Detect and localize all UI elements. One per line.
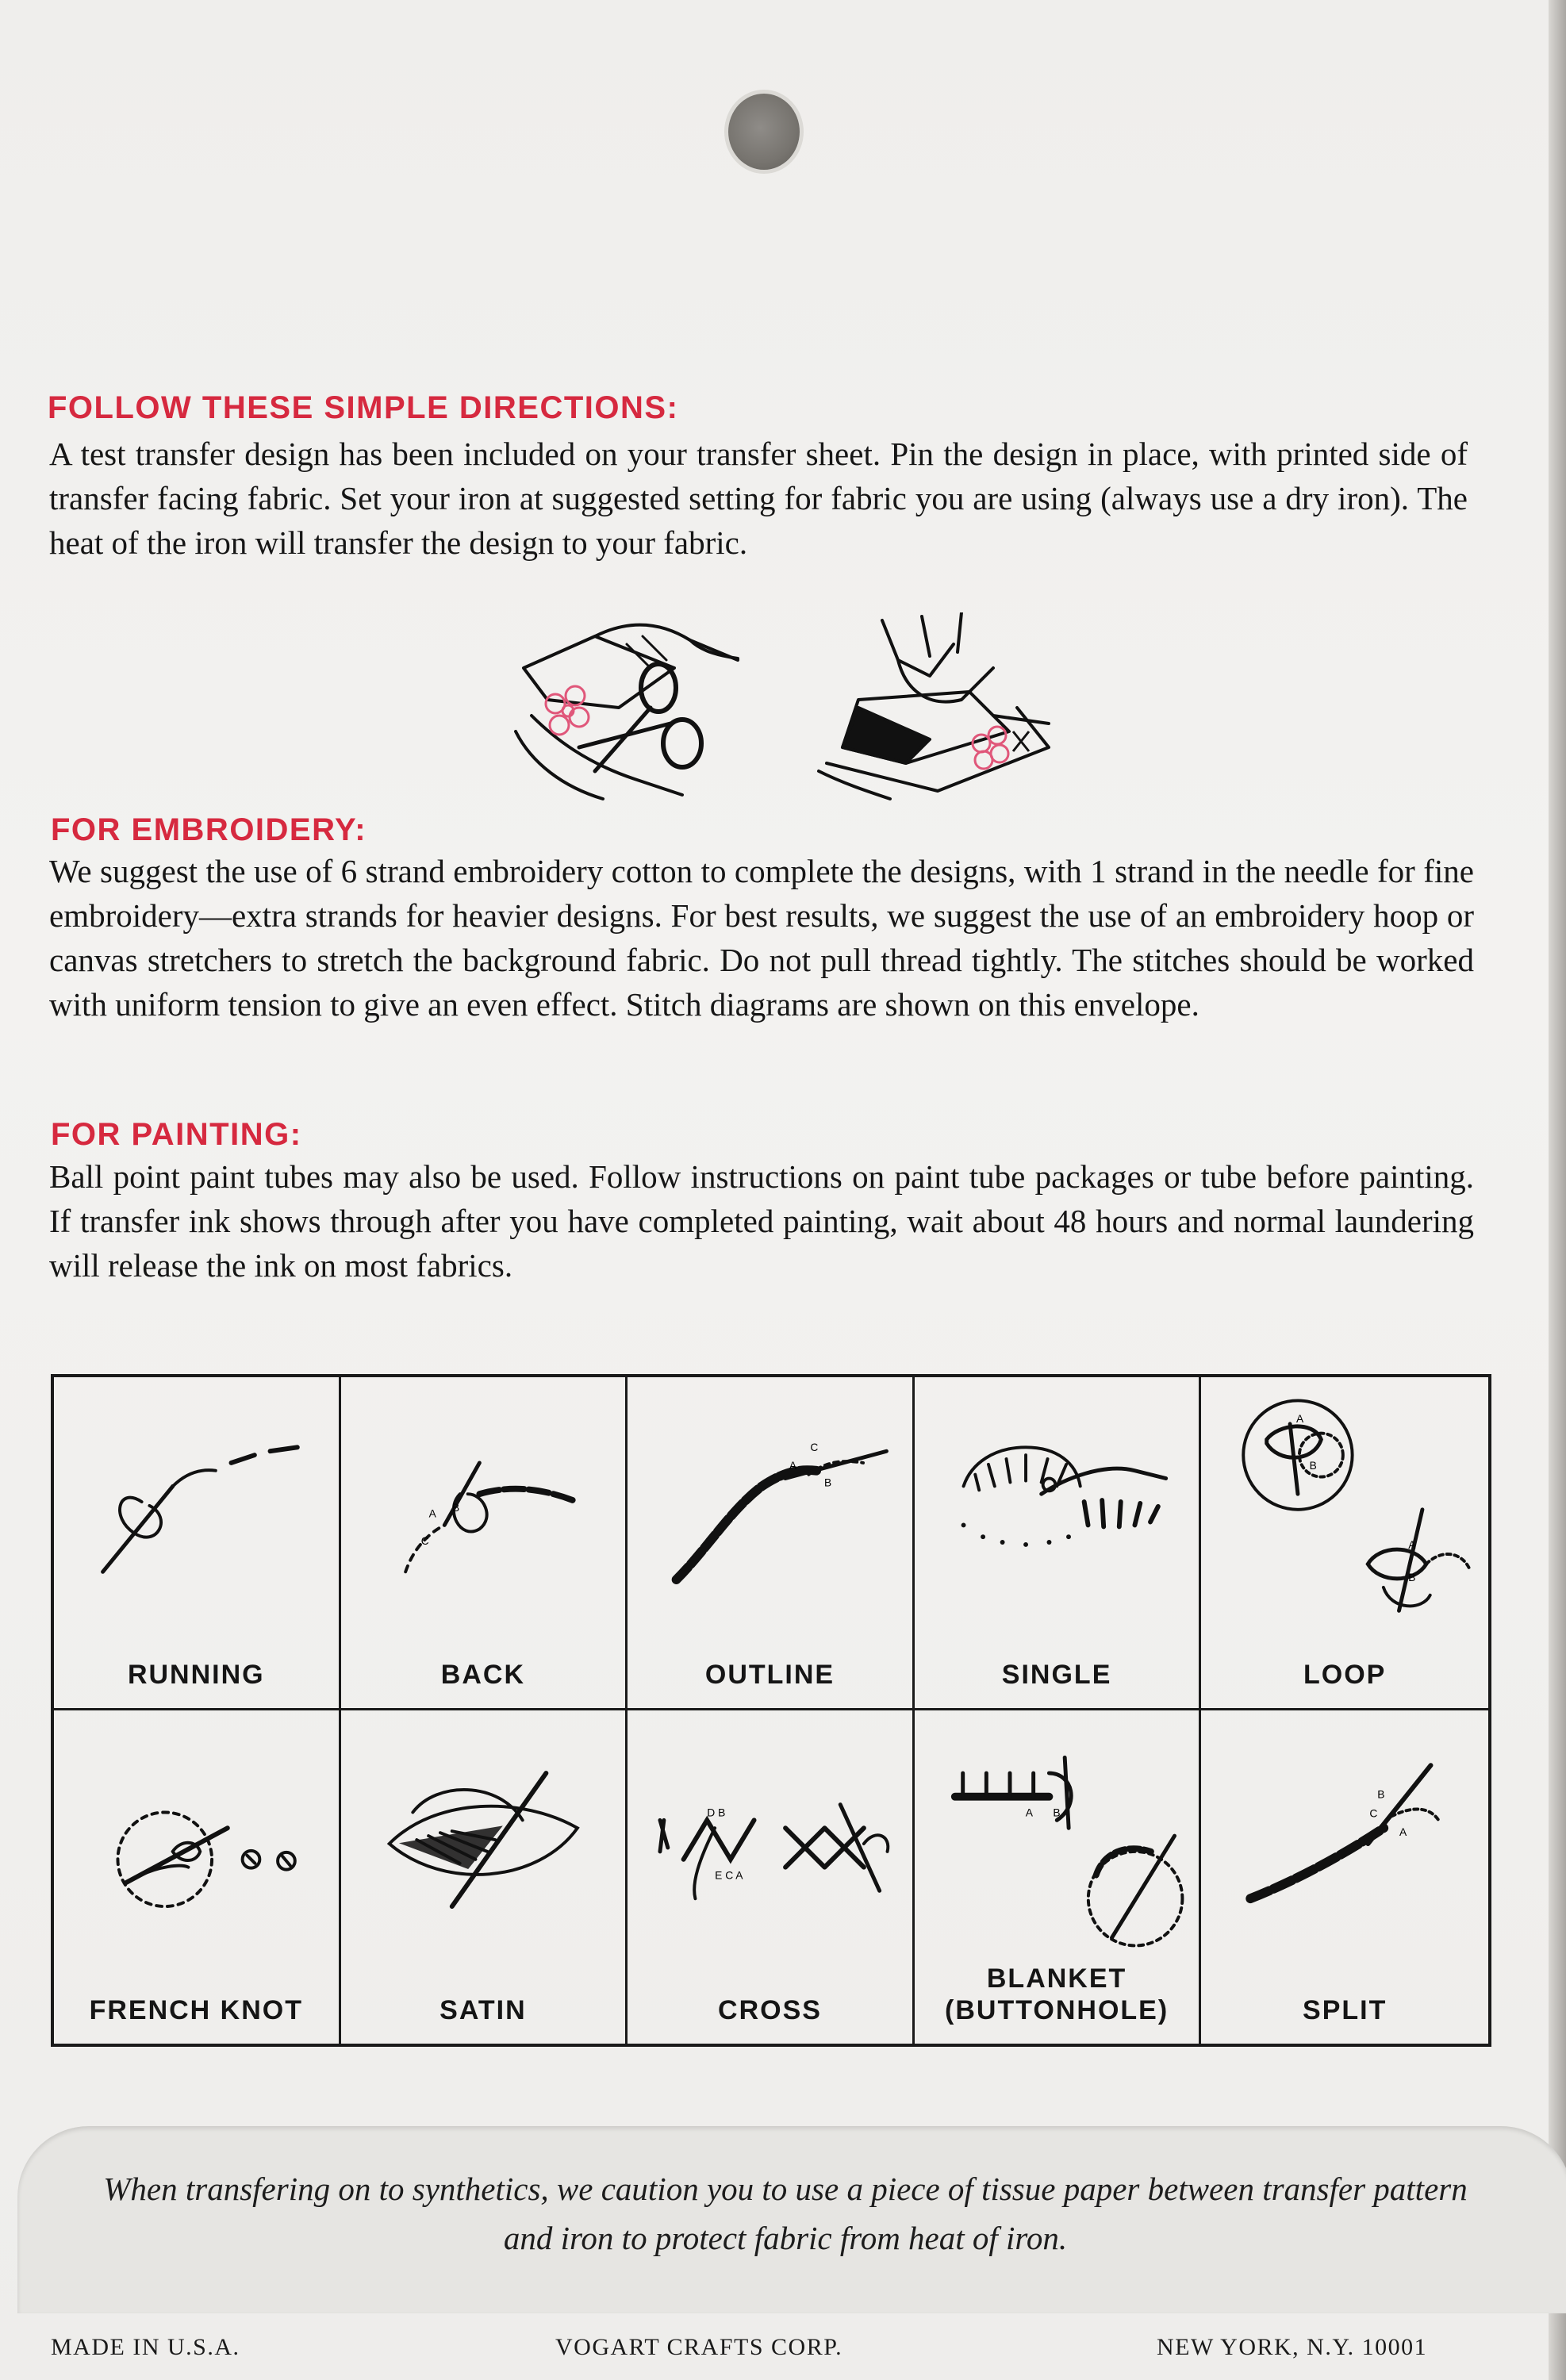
footer-company: VOGART CRAFTS CORP. — [555, 2334, 843, 2360]
footer-address: NEW YORK, N.Y. 10001 — [1157, 2334, 1428, 2360]
svg-text:B: B — [1408, 1572, 1416, 1584]
envelope-edge — [1549, 0, 1566, 2380]
stitch-cell-cross — [628, 1710, 915, 2044]
caution-note: When transfering on to synthetics, we caution you to use a piece of tissue paper between transfer pattern and iron to protect fabric from heat of iron. — [103, 2171, 1468, 2256]
iron-pressing-transfer-icon — [811, 612, 1057, 803]
stitch-label: SPLIT — [1303, 1995, 1388, 2025]
cross-stitch-icon — [628, 1710, 912, 1977]
split-stitch-icon — [1201, 1710, 1488, 1977]
stitch-cell-back — [341, 1377, 628, 1710]
footer-made-in: MADE IN U.S.A. — [51, 2334, 240, 2360]
svg-text:B: B — [1053, 1806, 1061, 1819]
stitch-diagram-grid — [51, 1374, 1491, 2047]
svg-text:A: A — [1408, 1538, 1416, 1551]
stitch-cell-outline — [628, 1377, 915, 1710]
stitch-cell-loop — [1201, 1377, 1488, 1710]
embroidery-heading: FOR EMBROIDERY: — [51, 812, 367, 847]
stitch-cell-french-knot — [54, 1710, 341, 2044]
directions-heading: FOLLOW THESE SIMPLE DIRECTIONS: — [48, 390, 679, 425]
stitch-cell-blanket — [915, 1710, 1202, 2044]
french-knot-stitch-icon — [54, 1710, 339, 1977]
back-stitch-icon — [341, 1377, 626, 1642]
stitch-label-sub: (BUTTONHOLE) — [945, 1995, 1169, 2025]
stitch-label: BACK — [440, 1660, 525, 1690]
painting-text: Ball point paint tubes may also be used. Follow instructions on paint tube packages or tube before painting. If transfer ink shows through after you have completed painting, wait about 48 hours and normal laundering will release the ink on most fabrics. — [49, 1158, 1474, 1284]
stitch-label: SINGLE — [1001, 1660, 1112, 1690]
painting-heading: FOR PAINTING: — [51, 1117, 302, 1152]
stitch-label: CROSS — [718, 1995, 822, 2025]
stitch-label — [915, 1963, 1199, 2026]
svg-text:C: C — [810, 1441, 819, 1454]
svg-text:B: B — [824, 1476, 832, 1489]
scissors-cutting-transfer-icon — [500, 612, 746, 803]
stitch-cell-split — [1201, 1710, 1488, 2044]
loop-stitch-icon — [1201, 1377, 1488, 1642]
svg-text:B: B — [1310, 1459, 1318, 1472]
svg-text:C: C — [420, 1534, 429, 1547]
stitch-label: SATIN — [439, 1995, 527, 2025]
stitch-label: FRENCH KNOT — [89, 1995, 304, 2025]
directions-text: A test transfer design has been included on your transfer sheet. Pin the design in place, with printed side of transfer facing fabric. Set your iron at suggested setting for fabric you are using (always use a dry iron). The heat of the iron will transfer the design to your fabric. — [49, 436, 1468, 561]
svg-text:C: C — [1369, 1806, 1378, 1820]
embroidery-text: We suggest the use of 6 strand embroidery cotton to complete the designs, with 1 strand in the needle for fine embroidery—extra strands for heavier designs. For best results, we suggest the use of an embroidery hoop or canvas stretchers to stretch the background fabric. Do not pull thread tightly. The stitches should be worked with uniform tension to give an even effect. Stitch diagrams are shown on this envelope. — [49, 853, 1474, 1023]
svg-text:B: B — [451, 1501, 459, 1514]
svg-text:A: A — [1399, 1825, 1407, 1839]
stitch-cell-satin — [341, 1710, 628, 2044]
outline-stitch-icon — [628, 1377, 912, 1642]
hanger-hole — [728, 94, 800, 170]
svg-text:A: A — [1296, 1412, 1304, 1425]
svg-text:A: A — [789, 1459, 797, 1472]
stitch-cell-single — [915, 1377, 1202, 1710]
stitch-cell-running — [54, 1377, 341, 1710]
single-stitch-icon — [915, 1377, 1199, 1642]
stitch-label: RUNNING — [127, 1660, 265, 1690]
svg-text:B: B — [1377, 1787, 1385, 1801]
svg-text:A: A — [1025, 1806, 1033, 1819]
satin-stitch-icon — [341, 1710, 626, 1977]
stitch-label: OUTLINE — [704, 1660, 835, 1690]
running-stitch-icon — [54, 1377, 339, 1642]
svg-text:D B: D B — [707, 1806, 726, 1819]
stitch-label-main: BLANKET — [986, 1964, 1127, 1994]
stitch-label: LOOP — [1303, 1660, 1387, 1690]
svg-text:A: A — [428, 1507, 436, 1520]
blanket-stitch-icon — [915, 1710, 1199, 1977]
svg-text:E C A: E C A — [715, 1868, 743, 1882]
